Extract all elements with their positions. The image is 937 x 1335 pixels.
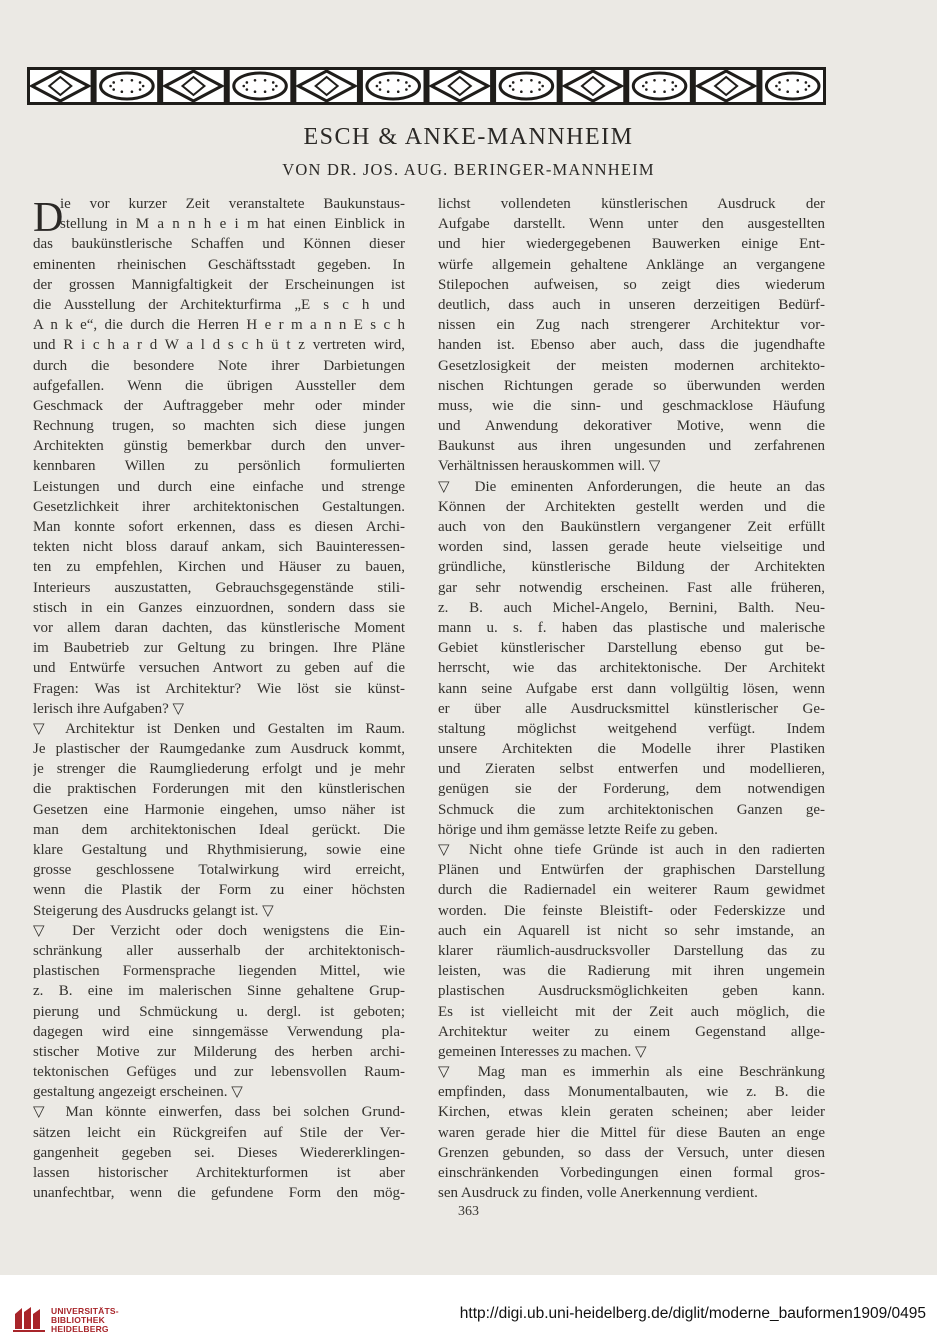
ornament-dot	[512, 88, 515, 91]
text-line: gar sehr notwendig erscheinen. Fast alle früheren,	[438, 579, 825, 596]
text-line: z. B. auch Michel-Angelo, Bernini, Balth. Neu-	[438, 599, 825, 616]
text-line: worden sind, lassen gerade heute vielseitige und	[438, 539, 825, 556]
text-line: Architektur weiter zu einem Gegenstand allge-	[438, 1023, 825, 1040]
text-line: worden. Die feinste Bleistift- oder Federskizze und	[438, 902, 825, 919]
ornament-dot	[671, 88, 674, 91]
text-line: Gesetzlosigkeit der meisten modernen architekto-	[438, 357, 825, 374]
ornament-dot	[131, 79, 134, 82]
ornament-dot	[379, 81, 382, 84]
ornament-dot	[405, 88, 408, 91]
text-line: handen ist. Ebenso aber auch, dass die jugendhafte	[438, 337, 825, 354]
ornament-dot	[112, 81, 115, 84]
drop-cap: D	[33, 195, 64, 241]
ornament-dot	[786, 79, 789, 82]
ornament-dot	[538, 81, 541, 84]
ornament-cell	[97, 70, 158, 102]
text-line: Grenzen gebunden, so dass der Versuch, unter diesen	[438, 1144, 825, 1161]
ornament-cell	[762, 70, 823, 102]
text-line: ▽ Man könnte einwerfen, dass bei solchen Grund-	[33, 1104, 405, 1121]
text-line: leisten, was die Radierung mit ihren ungemein	[438, 963, 825, 980]
text-line: hörige und ihm gemässe letzte Reife zu geben.	[438, 821, 718, 838]
text-line: deutlich, dass auch in unseren derzeitigen Bedürf-	[438, 296, 825, 313]
ornament-dot	[671, 81, 674, 84]
ornament-dot	[786, 90, 789, 93]
text-line: sen Ausdruck zu finden, volle Anerkennung verdient.	[438, 1185, 758, 1202]
ornament-dot	[142, 85, 145, 88]
text-line: gründliche, künstlerische Bildung der Architekten	[438, 559, 825, 576]
ornament-dot	[272, 81, 275, 84]
text-line: der grossen Mannigfaltigkeit der Erscheinungen ist	[33, 276, 405, 293]
text-line: waren gerade hier die Mittel für diese Bauten an enge	[438, 1124, 825, 1141]
ornament-dot	[397, 90, 400, 93]
ornament-dot	[675, 85, 678, 88]
text-line: Es ist vielleicht mit der Zeit auch möglich, die	[438, 1003, 825, 1020]
ornament-dot	[121, 79, 124, 82]
ornament-dot	[405, 81, 408, 84]
text-line: Kirchen, etwas klein geraten scheinen; aber leider	[438, 1104, 825, 1121]
text-line: ▽ Nicht ohne tiefe Gründe ist auch in den radierten	[438, 842, 825, 858]
text-line: tektonischen Gefüges und zur lebensvollen Raum-	[33, 1064, 405, 1081]
text-line: lerisch ihre Aufgaben? ▽	[33, 700, 185, 717]
ornament-dot	[520, 90, 523, 93]
text-line: aufgefallen. Wenn die übrigen Aussteller dem	[33, 377, 405, 394]
text-line: pierung und Schmückung u. dergl. ist geboten;	[33, 1003, 405, 1020]
ornament-dot	[272, 88, 275, 91]
text-line: das baukünstlerische Schaffen und Können dieser	[33, 236, 405, 253]
text-line: mann u. s. f. haben das plastische und malerische	[438, 619, 825, 636]
ornament-dot	[387, 79, 390, 82]
text-line: Baukunst aus ihren ungesunden und zerfahrenen	[438, 438, 825, 455]
ornament-cell	[430, 70, 491, 102]
text-line: lichst vollendeten künstlerischen Ausdruck der	[438, 196, 825, 212]
text-line: ie vor kurzer Zeit veranstaltete Baukunstaus-	[60, 196, 405, 212]
text-line: Interieurs auszustatten, Gebrauchsgegenstände stili-	[33, 579, 405, 596]
article-title: ESCH & ANKE-MANNHEIM	[303, 124, 634, 150]
text-line: gestaltung angezeigt erscheinen. ▽	[33, 1084, 243, 1101]
ornament-dot	[796, 90, 799, 93]
text-line: man dem architektonischen Ideal gerückt. Die	[33, 821, 405, 838]
ornament-cell	[363, 70, 424, 102]
ornament-dot	[246, 81, 249, 84]
text-line: ten zu empfehlen, Kirchen und Häuser zu bauen,	[33, 559, 405, 576]
text-line: kennbaren Willen zu persönlich formulierten	[33, 458, 405, 475]
text-line: Man konnte sofort erkennen, dass es diesen Archi-	[33, 519, 405, 535]
text-line: herrscht, wie das architektonische. Der Architekt	[438, 660, 825, 677]
text-line: je strenger die Raumgliederung erfolgt und je mehr	[33, 761, 405, 778]
text-line: muss, wie die sinn- und geschmacklose Häufung	[438, 397, 825, 414]
ornament-dot	[653, 79, 656, 82]
text-line: die Ausstellung der Architekturfirma „E s c h und	[33, 296, 405, 313]
text-line: stisch in ein Ganzes einzuordnen, sondern dass sie	[33, 599, 405, 616]
ornament-dot	[808, 85, 811, 88]
ornament-dot	[530, 79, 533, 82]
text-line: Steigerung des Ausdrucks gelangt ist. ▽	[33, 902, 274, 919]
text-line: Schmuck die zum architektonischen Ganzen ge-	[438, 801, 825, 818]
text-line: vor allem daran dachten, das künstlerische Moment	[33, 619, 405, 636]
text-line: stellung in M a n n h e i m hat einen Einblick in	[60, 216, 405, 233]
text-line: nischen Richtungen gerade so überwunden werden	[438, 377, 825, 394]
ornament-dot	[246, 88, 249, 91]
text-line: Aufgabe darstellt. Wenn unter den ausgestellten	[438, 216, 825, 233]
source-url-link[interactable]: http://digi.ub.uni-heidelberg.de/diglit/moderne_bauformen1909/0495	[459, 1305, 926, 1322]
ornament-dot	[264, 90, 267, 93]
ornament-dot	[645, 81, 648, 84]
text-line: gangenheit gegeben sei. Dieses Wiedererklingen-	[33, 1144, 405, 1161]
text-line: ▽ Architektur ist Denken und Gestalten im Raum.	[33, 720, 405, 737]
text-line: Gesetzen eine Harmonie eingehen, umso näher ist	[33, 801, 405, 818]
ornament-dot	[264, 79, 267, 82]
text-line: ▽ Die eminenten Anforderungen, die heute an das	[438, 478, 825, 495]
text-line: kann seine Aufgabe erst dann vollgültig lösen, wenn	[438, 680, 825, 697]
text-line: Leistungen und durch eine einfache und strenge	[33, 478, 405, 495]
ornament-dot	[275, 85, 278, 88]
text-line: grosse geschlossene Totalwirkung wird erreicht,	[33, 862, 405, 879]
text-line: im Baubetrieb zur Geltung zu bringen. Ihre Pläne	[33, 640, 405, 657]
ornament-cell	[163, 70, 224, 102]
ornament-dot	[653, 90, 656, 93]
text-line: tekten nicht bloss darauf ankam, sich Bauinteressen-	[33, 539, 405, 556]
ornament-dot	[408, 85, 411, 88]
text-line: stischer Motive zur Milderung des herben archi-	[33, 1043, 405, 1060]
text-line: Gesetzlichkeit ihrer architektonischen Gestaltungen.	[33, 498, 405, 515]
ornament-dot	[131, 90, 134, 93]
library-name-line: HEIDELBERG	[51, 1324, 109, 1334]
ornament-dot	[775, 85, 778, 88]
ornament-dot	[512, 81, 515, 84]
text-line: klarer räumlich-ausdrucksvoller Darstellung das zu	[438, 942, 825, 959]
text-line: Geschmack der Auftraggeber mehr oder minder	[33, 397, 405, 414]
ornament-cell	[696, 70, 757, 102]
ornament-dot	[805, 88, 808, 91]
ornament-dot	[254, 79, 257, 82]
text-line: ▽ Der Verzicht oder doch wenigstens die Ein-	[33, 922, 405, 939]
text-line: plastischen Ausdrucksmöglichkeiten geben kann.	[438, 983, 825, 1000]
text-line: genügen sie der Forderung, dem notwendigen	[438, 781, 825, 798]
ornament-dot	[121, 90, 124, 93]
ornamental-border-band	[26, 66, 827, 106]
text-line: nissen ein Zug nach strengerer Architektur vor-	[438, 317, 825, 334]
article-author: VON DR. JOS. AUG. BERINGER-MANNHEIM	[282, 160, 655, 179]
ornament-cell	[296, 70, 357, 102]
ornament-dot	[541, 85, 544, 88]
text-line: empfinden, dass Monumentalbauten, wie z. B. die	[438, 1084, 825, 1101]
text-line: Stilepochen aufweisen, so zeigt dies wiederum	[438, 276, 825, 293]
text-line: plastischen Formensprache liegenden Mittel, wie	[33, 963, 405, 980]
text-line: und Zieraten selbst entwerfen und modellieren,	[438, 761, 825, 778]
ornament-dot	[805, 81, 808, 84]
ornament-dot	[530, 90, 533, 93]
text-line: Architekten günstig bemerkbar durch den unver-	[33, 438, 405, 455]
ornament-dot	[112, 88, 115, 91]
library-name-line: UNIVERSITÄTS-	[51, 1306, 119, 1316]
ornament-cell	[629, 70, 690, 102]
text-line: auch von den Baukünstlern vergangener Zeit erfüllt	[438, 519, 825, 535]
text-line: Rechnung trugen, so machten sich diese jungen	[33, 418, 405, 435]
text-line: wenn die Plastik der Form zu einer höchsten	[33, 882, 405, 899]
text-line: und Entwürfe versuchen Antwort zu geben auf die	[33, 660, 405, 677]
text-line: Fragen: Was ist Architektur? Wie löst sie künst-	[33, 680, 405, 697]
ornament-dot	[778, 81, 781, 84]
text-line: durch die Radiernadel ein weiterer Raum gewidmet	[438, 882, 825, 899]
text-line: dagegen wird eine sinngemässe Verwendung pla-	[33, 1023, 405, 1040]
text-line: und Anwendung dekorativer Motive, wenn die	[438, 418, 825, 435]
text-line: die praktischen Forderungen mit den künstlerischen	[33, 781, 405, 798]
text-line: und hier wiedergegebenen Bauwerken einige Ent-	[438, 236, 825, 253]
ornament-cell	[496, 70, 557, 102]
text-line: Je plastischer der Raumgedanke zum Ausdruck kommt,	[33, 741, 405, 758]
text-line: eminenten rheinischen Geschäftsstadt gegeben. In	[33, 256, 405, 273]
page-number: 363	[458, 1204, 479, 1219]
ornament-dot	[538, 88, 541, 91]
ornament-cell	[30, 70, 91, 102]
text-line: Können der Architekten gestellt werden und die	[438, 498, 825, 515]
ornament-dot	[663, 79, 666, 82]
library-name-line: BIBLIOTHEK	[51, 1315, 105, 1325]
ornament-dot	[642, 85, 645, 88]
text-line: A n k e“, die durch die Herren H e r m a n n E s c h	[33, 317, 405, 334]
ornament-dot	[387, 90, 390, 93]
text-column-left	[33, 194, 405, 1203]
ornament-dot	[663, 90, 666, 93]
text-line: durch die besondere Note ihrer Darbietungen	[33, 357, 405, 374]
text-line: Plänen und Entwürfen der graphischen Darstellung	[438, 862, 825, 879]
text-line: ▽ Mag man es immerhin als eine Beschränkung	[438, 1064, 825, 1081]
ornament-dot	[109, 85, 112, 88]
ornament-dot	[376, 85, 379, 88]
text-line: er über alle Ausdrucksmittel künstlerischer Ge-	[438, 700, 825, 717]
ornament-dot	[509, 85, 512, 88]
text-line: z. B. eine im malerischen Sinne gehaltene Grup-	[33, 983, 405, 1000]
ornament-dot	[796, 79, 799, 82]
ornament-cell	[563, 70, 624, 102]
text-line: klare Gestaltung und Rhythmisierung, sowie eine	[33, 842, 405, 858]
text-line: schränkung aller ausserhalb der architektonisch-	[33, 942, 405, 959]
library-logo-icon[interactable]	[12, 1305, 48, 1332]
text-line: staltung möglichst weitgehend verfügt. Indem	[438, 720, 825, 737]
library-name[interactable]	[51, 1307, 119, 1334]
ornament-cell	[230, 70, 291, 102]
ornament-dot	[139, 81, 142, 84]
ornament-dot	[778, 88, 781, 91]
ornament-dot	[645, 88, 648, 91]
text-line: gemeinen Interesses zu machen. ▽	[438, 1043, 647, 1060]
ornament-dot	[379, 88, 382, 91]
text-column-right	[438, 194, 825, 1203]
ornament-dot	[397, 79, 400, 82]
text-line: und R i c h a r d W a l d s c h ü t z vertreten wird,	[33, 337, 405, 354]
text-line: einschränkenden Vorbedingungen einen formal gros-	[438, 1165, 825, 1181]
text-line: unanfechtbar, wenn die gefundene Form den mög-	[33, 1185, 405, 1202]
ornament-dot	[242, 85, 245, 88]
text-line: würfe allgemein gehaltene Anklänge an vergangene	[438, 256, 825, 273]
ornament-dot	[520, 79, 523, 82]
ornament-dot	[254, 90, 257, 93]
text-line: sätzen leicht ein Rückgreifen auf Stile der Ver-	[33, 1124, 405, 1141]
text-line: unsere Architekten die Modelle ihrer Plastiken	[438, 741, 825, 758]
text-line: Verhältnissen herauskommen will. ▽	[438, 458, 661, 475]
text-line: auch ein Aquarell ist nicht so sehr imstande, an	[438, 922, 825, 939]
text-line: lassen historischer Architekturformen ist aber	[33, 1165, 405, 1181]
ornament-dot	[139, 88, 142, 91]
text-line: Gebiet künstlerischer Darstellung ebenso gut be-	[438, 640, 825, 657]
